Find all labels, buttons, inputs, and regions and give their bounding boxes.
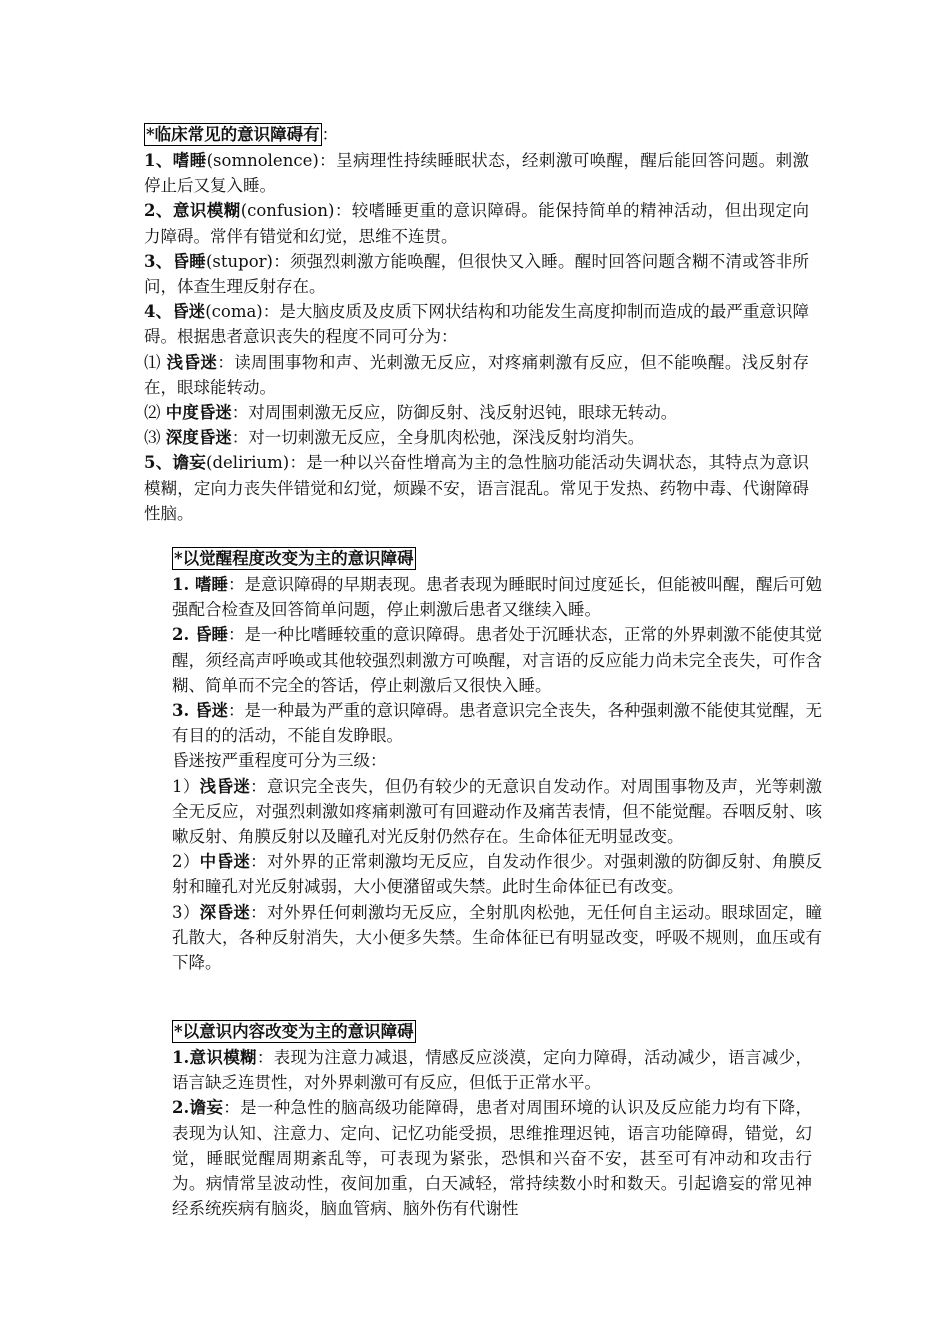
item-term: 中昏迷 [199,852,251,872]
list-item [172,900,822,976]
item-text: ：读周围事物和声、光刺激无反应，对疼痛刺激有反应，但不能唤醒。浅反射存在，眼球能转动。 [144,352,810,397]
item-term: 3、昏睡 [144,251,206,271]
item-term: 浅昏迷 [166,352,218,372]
item-text: (stupor)：须强烈刺激方能唤醒，但很快又入睡。醒时回答问题含糊不清或答非所问，体查生理反射存在。 [144,251,809,297]
list-item [172,748,822,773]
item-text: ：意识完全丧失，但仍有较少的无意识自发动作。对周围事物及声，光等刺激全无反应，对强烈刺激如疼痛刺激可有回避动作及痛苦表情，但不能觉醒。吞咽反射、咳嗽反射、角膜反射以及瞳孔对光反射仍然存在。生命体征无明显改变。 [172,776,823,847]
item-prefix: ⑶ [144,428,166,448]
item-text: (confusion)：较嗜睡更重的意识障碍。能保持简单的精神活动，但出现定向力障碍。常伴有错觉和幻觉，思维不连贯。 [144,201,809,246]
item-term: 5、谵妄 [144,453,207,473]
section-heading-line [172,546,822,572]
list-item [144,400,809,425]
item-term: 3. 昏迷 [172,701,228,721]
item-prefix: ⑵ [144,403,166,423]
section-content-disorders [172,1019,812,1221]
list-item [144,350,809,400]
item-prefix: 1） [172,776,200,796]
item-text: 昏迷按严重程度可分为三级： [172,751,387,771]
item-term: 中度昏迷 [165,403,232,423]
item-text: (somnolence)：呈病理性持续睡眠状态，经刺激可唤醒，醒后能回答问题。刺激停止后又复入睡。 [144,151,809,196]
heading-colon: ： [321,125,339,144]
list-item [144,450,809,526]
item-prefix: ⑴ [144,352,167,372]
item-prefix: 2） [172,852,200,872]
list-item [172,849,822,899]
item-term: 1. 嗜睡 [172,575,228,594]
item-prefix: 3） [172,902,200,922]
item-term: 浅昏迷 [199,776,251,796]
list-item [172,698,822,748]
item-term: 2. 昏睡 [172,625,228,645]
section-heading: *以觉醒程度改变为主的意识障碍 [174,549,414,568]
list-item [172,1095,812,1221]
item-text: (coma)：是大脑皮质及皮质下网状结构和功能发生高度抑制而造成的最严重意识障碍。根据患者意识丧失的程度不同可分为： [144,302,809,347]
item-term: 2、意识模糊 [144,201,241,221]
item-text: ：是意识障碍的早期表现。患者表现为睡眠时间过度延长，但能被叫醒，醒后可勉强配合检查及回答简单问题，停止刺激后患者又继续入睡。 [172,575,822,620]
list-item [172,1045,812,1095]
item-text: ：是一种最为严重的意识障碍。患者意识完全丧失，各种强刺激不能使其觉醒，无有目的的活动，不能自发睁眼。 [172,701,822,746]
item-term: 深昏迷 [199,902,251,922]
section-arousal-disorders [172,546,822,975]
item-term: 1.意识模糊 [172,1048,257,1067]
item-term: 1、嗜睡 [144,151,207,170]
list-item [172,572,822,622]
item-text: (delirium)：是一种以兴奋性增高为主的急性脑功能活动失调状态，其特点为意识模糊，定向力丧失伴错觉和幻觉，烦躁不安，语言混乱。常见于发热、药物中毒、代谢障碍性脑。 [144,453,809,523]
section-common-disorders [144,122,809,526]
list-item [144,198,809,248]
item-text: ：对外界任何刺激均无反应，全射肌肉松弛，无任何自主运动。眼球固定，瞳孔散大，各种反射消失，大小便多失禁。生命体征已有明显改变，呼吸不规则，血压或有下降。 [172,902,823,973]
section-heading-line [144,122,809,148]
section-heading: *临床常见的意识障碍有 [146,125,320,144]
list-item [144,249,809,299]
item-text: ：对周围刺激无反应，防御反射、浅反射迟钝，眼球无转动。 [231,403,678,423]
list-item [172,622,822,698]
item-text: ：对外界的正常刺激均无反应，自发动作很少。对强刺激的防御反射、角膜反射和瞳孔对光反射减弱，大小便潴留或失禁。此时生命体征已有改变。 [172,852,823,897]
item-term: 4、昏迷 [144,302,206,322]
section-heading-line [172,1019,812,1045]
item-text: ：是一种急性的脑高级功能障碍，患者对周围环境的认识及反应能力均有下降，表现为认知、注意力、定向、记忆功能受损，思维推理迟钝，语言功能障碍，错觉，幻觉，睡眠觉醒周期紊乱等，可表现为紧张，恐惧和兴奋不安，甚至可有冲动和攻击行为。病情常呈波动性，夜间加重，白天减轻，常持续数小时和数天。引起谵妄的常见神经系统疾病有脑炎，脑血管病、脑外伤有代谢性 [172,1098,813,1219]
item-term: 2.谵妄 [172,1098,224,1118]
item-text: ：表现为注意力减退，情感反应淡漠，定向力障碍，活动减少，语言减少，语言缺乏连贯性，对外界刺激可有反应，但低于正常水平。 [172,1048,812,1093]
item-term: 深度昏迷 [165,428,232,448]
section-heading: *以意识内容改变为主的意识障碍 [174,1022,414,1041]
list-item [144,148,809,198]
list-item [172,774,822,850]
item-text: ：是一种比嗜睡较重的意识障碍。患者处于沉睡状态，正常的外界刺激不能使其觉醒，须经高声呼唤或其他较强烈刺激方可唤醒，对言语的反应能力尚未完全丧失，可作含糊、简单而不完全的答话，停止刺激后又很快入睡。 [172,625,822,695]
list-item [144,425,809,450]
item-text: ：对一切刺激无反应，全身肌肉松弛，深浅反射均消失。 [231,428,645,448]
list-item [144,299,809,349]
